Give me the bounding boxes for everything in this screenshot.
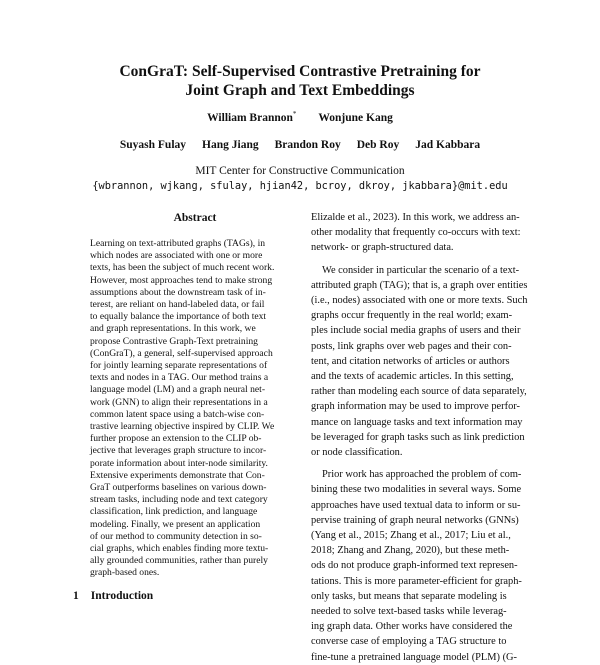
body-line: We consider in particular the scenario of a text- bbox=[322, 264, 520, 276]
abstract-line: porate information about inter-node similarity. bbox=[90, 457, 268, 469]
body-line: tations. This is more parameter-efficient for graph- bbox=[311, 575, 522, 587]
body-line: other modality that frequently co-occurs with text: bbox=[311, 227, 521, 239]
body-line: posts, link graphs over web pages and their con- bbox=[311, 340, 512, 352]
author-name: Deb Roy bbox=[356, 139, 400, 151]
body-line: Prior work has approached the problem of com- bbox=[322, 469, 522, 481]
author-row-2 bbox=[0, 138, 600, 152]
abstract-line: graph-based ones. bbox=[90, 567, 160, 579]
body-line: bining these two modalities in several ways. Some bbox=[311, 484, 522, 496]
body-line: needed to solve text-based tasks while leverag- bbox=[311, 606, 507, 618]
body-line: Elizalde et al., 2023). In this work, we address an- bbox=[311, 212, 520, 223]
abstract-line: trastive learning objective inspired by CLIP. We bbox=[90, 421, 275, 433]
abstract-line: However, most approaches tend to make strong bbox=[90, 274, 273, 286]
abstract-line: which nodes are associated with one or more bbox=[90, 250, 263, 262]
abstract-line: work (GNN) to align their representations in a bbox=[90, 396, 268, 408]
body-line: ods do not produce graph-informed text represen- bbox=[311, 560, 518, 572]
body-line: approaches have used textual data to inform or su- bbox=[311, 499, 521, 511]
author-name: William Brannon bbox=[207, 111, 293, 124]
right-column-text bbox=[311, 210, 536, 665]
equal-contribution-marker: * bbox=[292, 110, 297, 118]
body-line: ing graph data. Other works have considered the bbox=[311, 621, 513, 633]
abstract-line: cial graphs, which enables finding more textu- bbox=[90, 543, 269, 555]
body-line: (Yang et al., 2015; Zhang et al., 2017; Liu et al., bbox=[311, 530, 511, 542]
author-name: Hang Jiang bbox=[202, 139, 259, 151]
body-line: 2018; Zhang and Zhang, 2020), but these meth- bbox=[311, 545, 510, 557]
author-emails: {wbrannon, wjkang, sfulay, hjian42, bcroy, dkroy, jkabbara}@mit.edu bbox=[92, 180, 508, 192]
abstract-line: texts, has been the subject of much recent work. bbox=[90, 262, 275, 274]
abstract-line: stream tasks, including node and text category bbox=[90, 494, 268, 506]
body-line: tent, and citation networks of articles or authors bbox=[311, 355, 510, 367]
abstract-line: modeling. Finally, we present an application bbox=[90, 518, 261, 530]
abstract-line: language model (LM) and a graph neural net- bbox=[90, 384, 266, 396]
abstract-line: common latent space using a batch-wise con- bbox=[90, 408, 265, 420]
body-line: (i.e., nodes) associated with one or more texts. Such bbox=[311, 295, 528, 307]
author-name: Brandon Roy bbox=[274, 139, 341, 151]
abstract-line: assumptions about the downstream task of in- bbox=[90, 286, 266, 298]
body-line: and the texts of academic articles. In this setting, bbox=[311, 371, 514, 383]
body-line: mance on language tasks and text information may bbox=[311, 416, 523, 428]
abstract-line: (ConGraT), a general, self-supervised approach bbox=[90, 347, 273, 359]
section-title: Introduction bbox=[90, 590, 154, 602]
section-number: 1 bbox=[73, 590, 79, 602]
body-paragraph bbox=[311, 210, 536, 256]
body-paragraph bbox=[311, 263, 536, 461]
paper-title bbox=[0, 62, 600, 100]
abstract-line: Learning on text-attributed graphs (TAGs), in bbox=[90, 238, 266, 249]
title-line: ConGraT: Self-Supervised Contrastive Pretraining for bbox=[119, 63, 481, 80]
abstract-line: terest, are reliant on hand-labeled data, or fail bbox=[90, 299, 265, 311]
abstract-line: texts and nodes in a TAG. Our method trains a bbox=[90, 372, 269, 384]
body-line: ples include social media graphs of users and their bbox=[311, 325, 521, 337]
body-line: graphs occur frequently in the real world; exam- bbox=[311, 310, 513, 322]
title-line: Joint Graph and Text Embeddings bbox=[185, 82, 415, 99]
abstract-line: GraT outperforms baselines on various down- bbox=[90, 482, 267, 494]
body-line: or node classification. bbox=[311, 447, 403, 459]
body-line: attributed graph (TAG); that is, a graph over entities bbox=[311, 279, 528, 291]
abstract-line: further propose an extension to the CLIP ob- bbox=[90, 433, 262, 445]
author-name: Suyash Fulay bbox=[119, 139, 187, 151]
body-paragraph bbox=[311, 467, 536, 665]
author-name: Jad Kabbara bbox=[415, 139, 481, 151]
author-name: Wonjune Kang bbox=[318, 111, 393, 124]
abstract-line: of our method to community detection in so- bbox=[90, 530, 262, 542]
body-line: network- or graph-structured data. bbox=[311, 242, 454, 254]
body-line: graph information may be used to improve perfor- bbox=[311, 401, 520, 413]
abstract-body bbox=[90, 238, 300, 580]
section-heading bbox=[73, 590, 153, 602]
abstract-line: propose Contrastive Graph-Text pretraining bbox=[90, 335, 258, 347]
author-row-1 bbox=[0, 107, 600, 125]
abstract-line: ally grounded communities, rather than purely bbox=[90, 555, 268, 567]
abstract-line: for jointly learning separate representations of bbox=[90, 360, 268, 372]
body-line: converse case of employing a TAG structure to bbox=[311, 636, 507, 648]
abstract-line: jective that leverages graph structure to incor- bbox=[90, 445, 267, 457]
body-line: pervise training of graph neural networks (GNNs) bbox=[311, 514, 519, 526]
body-line: fine-tune a pretrained language model (PLM) (G- bbox=[311, 651, 518, 663]
abstract-heading: Abstract bbox=[173, 212, 217, 224]
affiliation: MIT Center for Constructive Communication bbox=[195, 165, 405, 177]
abstract-line: classification, link prediction, and language bbox=[90, 506, 258, 518]
abstract-line: to equally balance the importance of both text bbox=[90, 311, 267, 323]
abstract-line: and graph representations. In this work, we bbox=[90, 323, 256, 335]
body-line: rather than modeling each source of data separately, bbox=[311, 386, 527, 398]
body-line: only tasks, but means that separate modeling is bbox=[311, 590, 507, 602]
abstract-line: Extensive experiments demonstrate that Con- bbox=[90, 469, 265, 481]
body-line: be leveraged for graph tasks such as link prediction bbox=[311, 431, 525, 443]
